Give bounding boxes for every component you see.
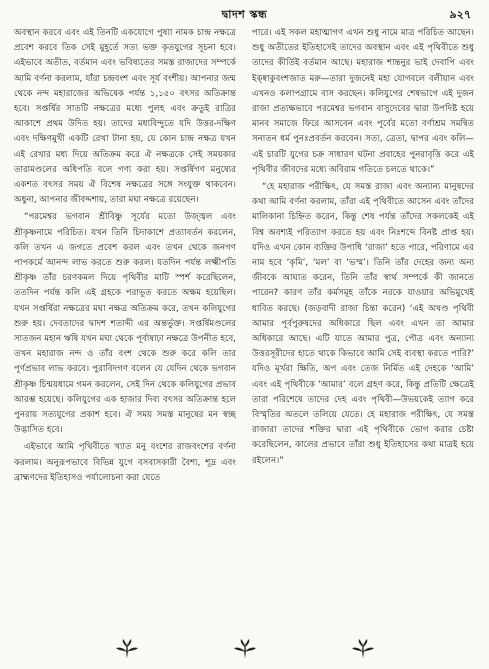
right-paragraph-2: “হে মহারাজ পরীক্ষিৎ, যে সমস্ত রাজা এবং অন্যান্য মানুষদের কথা আমি বর্ণনা করলাম, তাঁরা এই পৃথিবীতে আসেন এবং তাঁদের মালিকানা চিহ্নিত করেন, কিন্তু শেষ পর্যন্ত তাঁদের সকলকেই এই বিশ্ব অবশ্যই পরিত্যাগ করতে হয় এবং নিঃশব্দে বিনষ্ট প্রাপ্ত হয়। যদিও এখন কোন ব্যক্তির উপাধি ‘রাজা’ হতে পারে, পরিণামে এর নাম হবে ‘কৃমি’, ‘মল’ বা ‘ভস্ম’। তিনি তাঁর দেহের জন্য অন্য জীবকে আঘাত করেন, তিনি তাঁর স্বার্থ সম্পর্কে কী জানতে পারেন? কারণ তাঁর কর্মসমূহ তাঁকে নরকে যাওয়ার অভিমুখেই ধাবিত করছে। (জড়বাদী রাজা চিন্তা করেন) ‘এই অখণ্ড পৃথিবী আমার পূর্বপুরুষদের অধিকারে ছিল এবং এখন তা আমার অধিকারে আছে। এটি যাতে আমার পুত্র, পৌত্র এবং অন্যান্য উত্তরসূরীদের হাতে থাকে কিভাবে আমি সেই ব্যবস্থা করতে পারি?’ যদিও মূর্খরা ক্ষিতি, অপ এবং তেজ নির্মিত এই দেহকে ‘আমি’ এবং এই পৃথিবীকে ‘আমার’ বলে গ্রহণ করে, কিন্তু প্রতিটি ক্ষেত্রেই তারা পরিশেষে তাদের দেহ এবং পৃথিবী—উভয়কেই ত্যাগ করে বিস্মৃতির অতলে তলিয়ে যেতে। হে মহারাজ পরীক্ষিৎ, যে সমস্ত রাজারা তাদের শক্তির দ্বারা এই পৃথিবীকে ভোগ করার চেষ্টা করেছিলেন, কালের প্রভাবে তাঁরা শুধু ইতিহাসের কথা মাত্রই হয়ে রইলেন।” xyxy=(252,182,474,466)
left-paragraph-2: “পরমেশ্বর ভগবান শ্রীবিষ্ণু সূর্যের মতো উজ্জ্বল এবং শ্রীকৃষ্ণনামে পরিচিত। যখন তিনি চিদাকাশে প্রত্যাবর্তন করলেন, কলি তখন এ জগতে প্রবেশ করল এবং তখন থেকে জনগণ পাপকর্মে আনন্দ লাভ করতে শুরু করল। যতদিন পর্যন্ত লক্ষ্মীপতি শ্রীকৃষ্ণ তাঁর চরণকমল দিয়ে পৃথিবীর মাটি স্পর্শ করেছিলেন, ততদিন পর্যন্ত কলি এই গ্রহকে পরাভূত করতে অক্ষম হয়েছিল। যখন সপ্তর্ষিরা নক্ষত্রের মঘা নক্ষত্র অতিক্রম করে, তখন কলিযুগের শুরু হয়। দেবতাদের দ্বাদশ শতাব্দী এর অন্তর্ভুক্ত। সপ্তর্ষিমণ্ডলের সাতজন মহান ঋষি যখন মঘা থেকে পূর্বাষাঢ়া নক্ষত্রে উপনীত হবে, তখন মহারাজ নন্দ ও তাঁর বংশ থেকে শুরু করে কলি তার পূর্ণপ্রভাব লাভ করবে। পুরাবিদগণ বলেন যে যেদিন থেকে ভগবান শ্রীকৃষ্ণ চিন্ময়ধামে গমন করলেন, সেই দিন থেকে কলিযুগের প্রভাব আরম্ভ হয়েছে। কলিযুগের এক হাজার দিব্য বৎসর অতিক্রান্ত হলে পুনরায় সত্যযুগের প্রকাশ হবে। ঐ সময় সমস্ত মানুষের মন স্বচ্ছ উদ্ভাসিত হবে। xyxy=(14,212,236,436)
right-paragraph-1: পারে। এই সকল মহাত্মাগণ এখন শুধু নামে মাত্র পরিচিত আছেন। শুধু অতীতের ইতিহাসেই তাদের অবস্থান এবং এই পৃথিবীতে শুধু তাদের কীর্তিই বর্তমান আছে। মহারাজ শান্তনুর ভাই দেবাপি এবং ইক্ষ্বাকুবংশজাত মরু—তারা দুজনেই মহা যোগবলে বলীয়ান এবং এখনও কলাপগ্রামে বাস করছেন। কলিযুগের শেষভাগে এই দুজন রাজা প্রত্যক্ষভাবে পরমেশ্বর ভগবান বাসুদেবের দ্বারা উপদিষ্ট হয়ে মানব সমাজে ফিরে আসবেন এবং পূর্বের মতো বর্ণাশ্রম সমন্বিত সনাতন ধর্ম পুনঃপ্রবর্তন করবেন। সত্য, ত্রেতা, দ্বাপর এবং কলি—এই চারটি যুগের চক্র সাধারণ ঘটনা প্রবাহের পুনরাবৃত্তি করে এই পৃথিবীর জীবদের মধ্যে অবিরাম গতিতে চলতে থাকে।” xyxy=(252,28,474,175)
page-header xyxy=(0,6,489,22)
running-head-title: দ্বাদশ স্কন্ধ xyxy=(221,8,268,21)
left-paragraph-3: এইভাবে আমি পৃথিবীতে খ্যাত মনু বংশের রাজবংশের বর্ণনা করলাম। অনুরূপভাবে বিভিন্ন যুগে বসবাসকারী বৈশ্য, শূদ্র এবং ব্রাহ্মণদের ইতিহাসও পর্যালোচনা করা যেতে xyxy=(14,442,236,483)
floral-ornament-icon xyxy=(114,638,140,660)
left-column xyxy=(14,26,236,626)
floral-ornament-icon xyxy=(232,638,258,660)
page-number: ৯২৭ xyxy=(449,8,471,21)
floral-ornament-icon xyxy=(350,638,376,660)
left-paragraph-1: অবস্থান করবে এবং এই তিনটি একযোগে পুষ্যা নামক চান্দ্র নক্ষত্রে প্রবেশ করবে তিক সেই মুহূর্তে সত্য ভক্ত কৃতযুগের সূচনা হবে। এইভাবে অতীত, বর্তমান এবং ভবিষ্যতের সমস্ত রাজাদের সম্পর্কে আমি বর্ণনা করলাম, যাঁরা চন্দ্রবংশ এবং সূর্য বংশীয়। আপনার জন্ম থেকে নন্দ মহারাজের অভিষেক পর্যন্ত ১,১৫০ বৎসর অতিক্রান্ত হবে। সপ্তর্ষির সাতটি নক্ষত্রের মধ্যে পুলহ এবং ক্রতুই রাত্রির আকাশে প্রথম উদিত হয়। তাদের মধ্যবিন্দুতে যদি উত্তর-দক্ষিণ এবং দক্ষিণমুখী একটি রেখা টানা হয়, যে কোন চান্দ্র নক্ষত্র যখন এই রেখার মধ্য দিয়ে অতিক্রম করে ঐ নক্ষত্রকে সেই সময়কার তারামণ্ডলের অধিপতি বলে গণ্য করা হয়। সপ্তর্ষিগণ মনুষ্যের একশত বৎসর সময় ঐ বিশেষ নক্ষত্রের সঙ্গে সংযুক্ত থাকবেন। অধুনা, আপনার জীবদ্দশায়, তারা মঘা নক্ষত্রে রয়েছেন। xyxy=(14,28,236,206)
page-footer xyxy=(0,637,489,661)
right-column xyxy=(252,26,474,626)
